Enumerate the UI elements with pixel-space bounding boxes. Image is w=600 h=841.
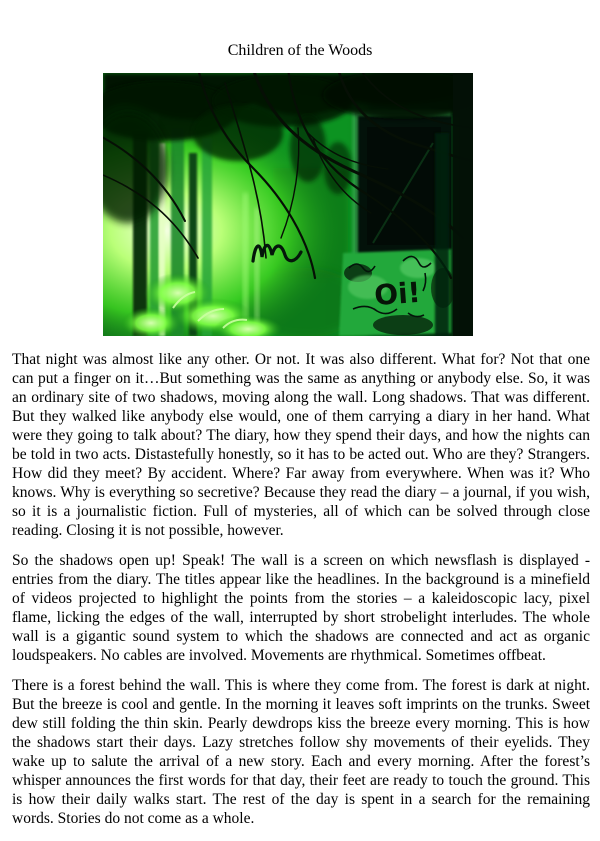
woods-photo bbox=[103, 73, 473, 336]
document-body bbox=[12, 350, 590, 839]
paragraph-3: There is a forest behind the wall. This is where they come from. The forest is dark at night. But the breeze is cool and gentle. In the morning it leaves soft imprints on the trunks. Sweet dew still folding the thin skin. Pearly dewdrops kiss the breeze every morning. This is how the shadows start their days. Lazy stretches follow shy movements of their eyelids. They wake up to salute the arrival of a new story. Each and every morning. After the forest’s whisper announces the first words for that day, their feet are ready to touch the ground. This is how their daily walks start. The rest of the day is spent in a search for the remaining words. Stories do not come as a whole. bbox=[12, 677, 590, 827]
paragraph-1: That night was almost like any other. Or not. It was also different. What for? Not that one can put a finger on it…But something was the same as anything or anybody else. So, it was an ordinary site of two shadows, moving along the wall. Long shadows. That was different. But they walked like anybody else would, one of them carrying a diary in her hand. What were they going to talk about? The diary, how they spend their days, and how the nights can be told in two acts. Distastefully honestly, so it has to be acted out. Who are they? Strangers. How did they meet? By accident. Where? Far away from everywhere. When was it? Who knows. Why is everything so secretive? Because they read the diary – a journal, if you wish, so it is a journalistic fiction. Full of mysteries, all of which can be solved through close reading. Closing it is not possible, however. bbox=[12, 351, 590, 539]
paragraph-2: So the shadows open up! Speak! The wall is a screen on which newsflash is displayed - entries from the diary. The titles appear like the headlines. In the background is a minefield of videos projected to highlight the points from the stories – a kaleidoscopic lacy, pixel flame, licking the edges of the wall, interrupted by short strobelight interludes. The whole wall is a gigantic sound system to which the shadows are connected and act as organic loudspeakers. No cables are involved. Movements are rhythmical. Sometimes offbeat. bbox=[12, 552, 590, 664]
right-dark-edge bbox=[453, 73, 473, 336]
right-trunk bbox=[435, 133, 449, 336]
page-title: Children of the Woods bbox=[227, 42, 373, 59]
woods-photo-illustration bbox=[103, 73, 473, 336]
